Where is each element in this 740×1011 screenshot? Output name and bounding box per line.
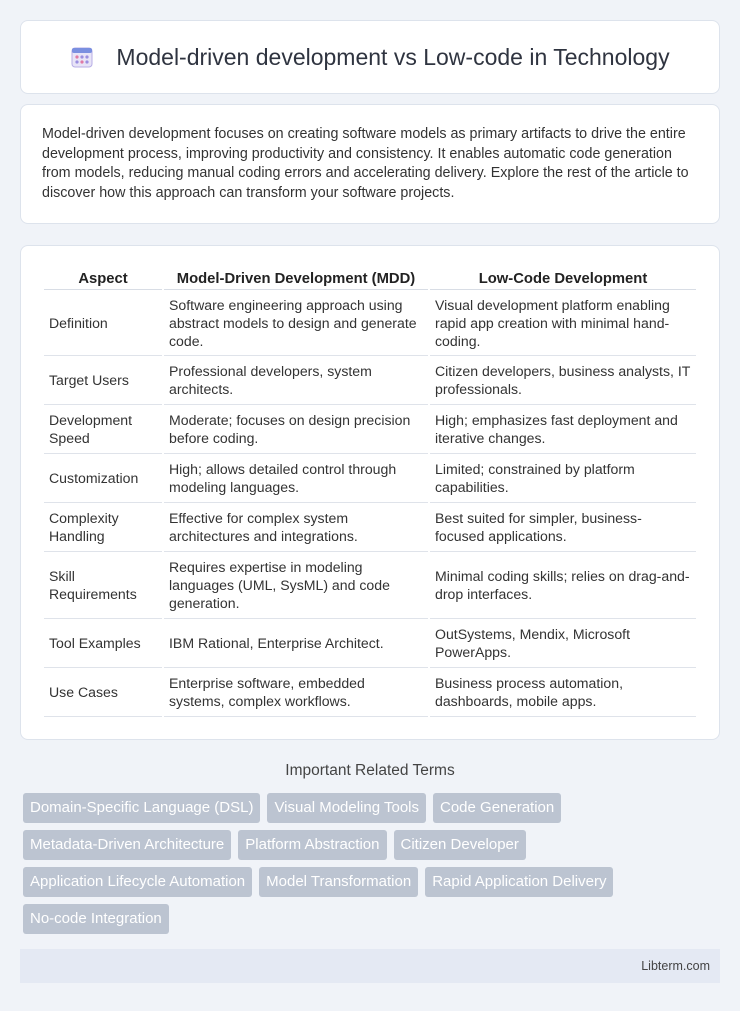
aspect-cell: Skill Requirements (44, 552, 162, 619)
term-tag[interactable]: Metadata-Driven Architecture (23, 830, 231, 860)
comparison-table (42, 266, 698, 717)
term-tag[interactable]: Domain-Specific Language (DSL) (23, 793, 260, 823)
header-lowcode: Low-Code Development (430, 266, 696, 290)
mdd-cell: IBM Rational, Enterprise Architect. (164, 619, 428, 668)
footer (20, 949, 720, 983)
lowcode-cell: Citizen developers, business analysts, IT professionals. (430, 356, 696, 405)
term-tag[interactable]: Rapid Application Delivery (425, 867, 613, 897)
table-row (44, 454, 696, 503)
aspect-cell: Development Speed (44, 405, 162, 454)
aspect-cell: Customization (44, 454, 162, 503)
term-tag[interactable]: Visual Modeling Tools (267, 793, 426, 823)
intro-card (20, 104, 720, 224)
header-aspect: Aspect (44, 266, 162, 290)
related-terms-list (23, 793, 720, 941)
aspect-cell: Definition (44, 290, 162, 356)
lowcode-cell: Best suited for simpler, business-focused applications. (430, 503, 696, 552)
aspect-cell: Tool Examples (44, 619, 162, 668)
lowcode-cell: Visual development platform enabling rapid app creation with minimal hand-coding. (430, 290, 696, 356)
mdd-cell: Software engineering approach using abstract models to design and generate code. (164, 290, 428, 356)
term-tag[interactable]: Code Generation (433, 793, 561, 823)
lowcode-cell: Limited; constrained by platform capabilities. (430, 454, 696, 503)
header-mdd: Model-Driven Development (MDD) (164, 266, 428, 290)
comparison-card (20, 245, 720, 740)
term-tag[interactable]: Application Lifecycle Automation (23, 867, 252, 897)
term-tag[interactable]: Citizen Developer (394, 830, 526, 860)
mdd-cell: Enterprise software, embedded systems, complex workflows. (164, 668, 428, 717)
mdd-cell: Effective for complex system architectures and integrations. (164, 503, 428, 552)
table-row (44, 552, 696, 619)
related-terms-title: Important Related Terms (285, 762, 455, 779)
calendar-grid-icon (70, 45, 94, 69)
table-row (44, 668, 696, 717)
mdd-cell: Professional developers, system architects. (164, 356, 428, 405)
page-header (20, 20, 720, 94)
lowcode-cell: Minimal coding skills; relies on drag-and-drop interfaces. (430, 552, 696, 619)
mdd-cell: High; allows detailed control through modeling languages. (164, 454, 428, 503)
mdd-cell: Requires expertise in modeling languages (UML, SysML) and code generation. (164, 552, 428, 619)
table-header-row (44, 266, 696, 290)
mdd-cell: Moderate; focuses on design precision before coding. (164, 405, 428, 454)
term-tag[interactable]: Model Transformation (259, 867, 418, 897)
term-tag[interactable]: Platform Abstraction (238, 830, 386, 860)
aspect-cell: Target Users (44, 356, 162, 405)
aspect-cell: Complexity Handling (44, 503, 162, 552)
lowcode-cell: Business process automation, dashboards, mobile apps. (430, 668, 696, 717)
term-tag[interactable]: No-code Integration (23, 904, 169, 934)
lowcode-cell: High; emphasizes fast deployment and iterative changes. (430, 405, 696, 454)
table-row (44, 619, 696, 668)
page-title: Model-driven development vs Low-code in Technology (116, 43, 670, 70)
intro-text: Model-driven development focuses on creating software models as primary artifacts to drive the entire development process, improving productivity and consistency. It enables automatic code generation from models, reducing manual coding errors and accelerating delivery. Explore the rest of the article to discover how this approach can transform your software projects. (42, 126, 689, 201)
aspect-cell: Use Cases (44, 668, 162, 717)
table-row (44, 503, 696, 552)
table-row (44, 290, 696, 356)
table-row (44, 356, 696, 405)
table-row (44, 405, 696, 454)
footer-site-link[interactable]: Libterm.com (641, 959, 710, 973)
lowcode-cell: OutSystems, Mendix, Microsoft PowerApps. (430, 619, 696, 668)
